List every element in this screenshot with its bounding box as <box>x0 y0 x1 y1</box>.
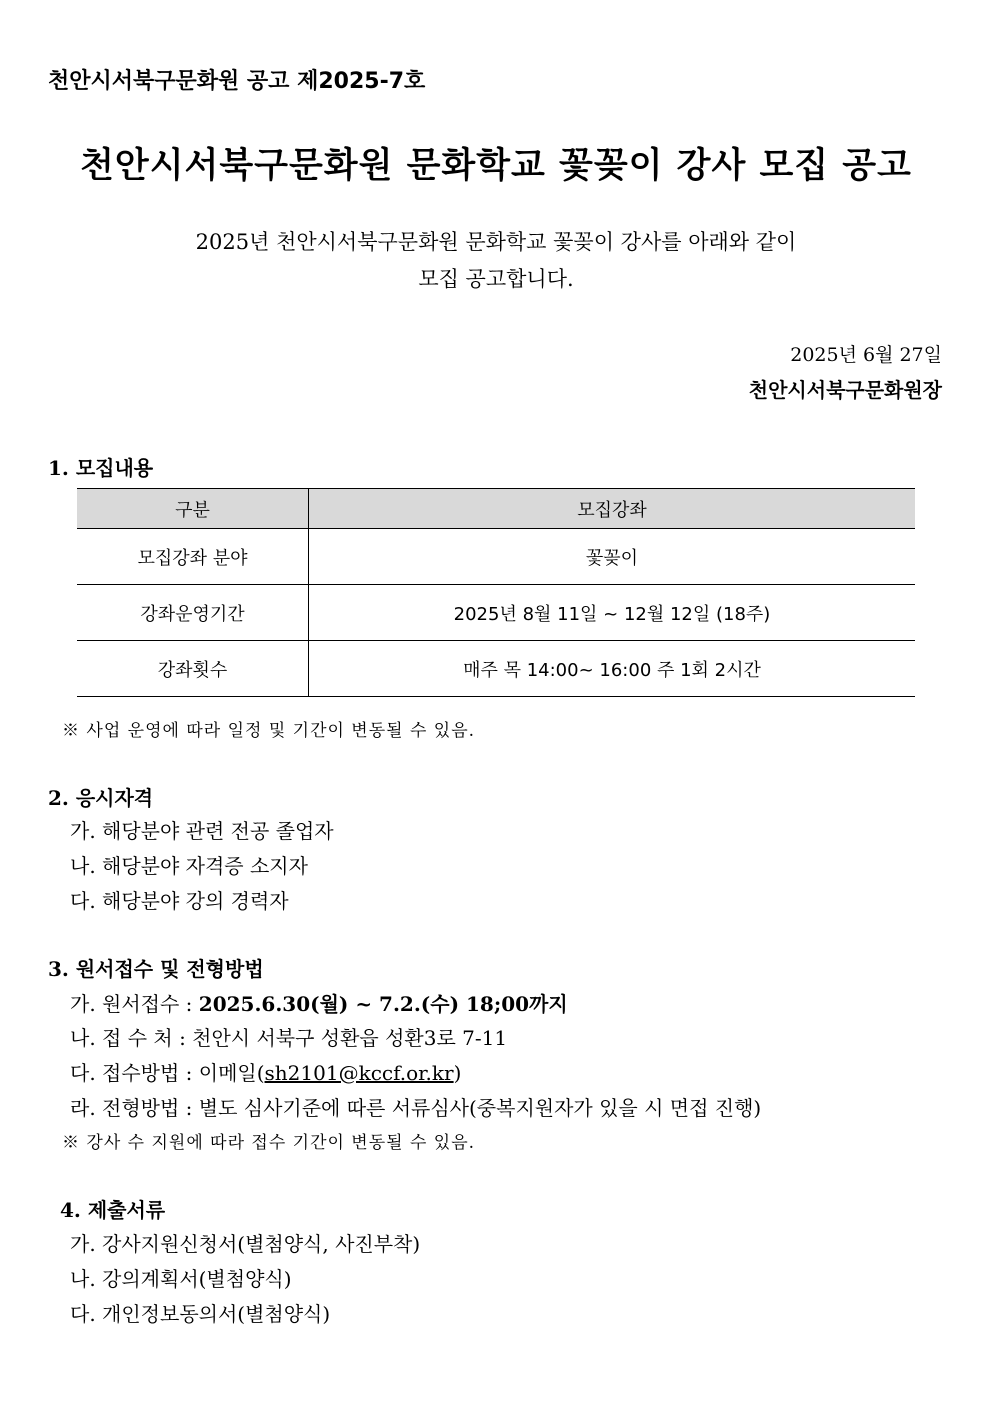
list-item: 다. 개인정보동의서(별첨양식) <box>70 1302 331 1326</box>
table-row <box>77 529 915 585</box>
intro-text <box>0 224 992 298</box>
application-period-label: 가. 원서접수 : <box>70 992 199 1016</box>
section-1-note: ※ 사업 운영에 따라 일정 및 기간이 변동될 수 있음. <box>62 721 476 741</box>
intro-line-1: 2025년 천안시서북구문화원 문화학교 꽃꽂이 강사를 아래와 같이 <box>195 230 797 254</box>
list-item <box>70 1057 461 1086</box>
table-cell: 꽃꽂이 <box>309 529 916 585</box>
page-title: 천안시서북구문화원 문화학교 꽃꽂이 강사 모집 공고 <box>80 146 912 186</box>
list-item: 가. 해당분야 관련 전공 졸업자 <box>70 819 334 843</box>
list-item: 다. 해당분야 강의 경력자 <box>70 889 289 913</box>
list-item <box>70 988 568 1017</box>
table-cell: 모집강좌 분야 <box>77 529 309 585</box>
submission-method-close: ) <box>453 1061 462 1085</box>
table-header-cell: 모집강좌 <box>309 489 916 529</box>
notice-date: 2025년 6월 27일 <box>790 344 942 366</box>
recruitment-table <box>77 488 915 697</box>
section-3-title: 3. 원서접수 및 전형방법 <box>48 957 264 981</box>
notice-number: 천안시서북구문화원 공고 제2025-7호 <box>48 69 426 94</box>
section-3-note: ※ 강사 수 지원에 따라 접수 기간이 변동될 수 있음. <box>62 1133 476 1153</box>
table-cell: 2025년 8월 11일 ~ 12월 12일 (18주) <box>309 585 916 641</box>
table-cell: 매주 목 14:00~ 16:00 주 1회 2시간 <box>309 641 916 697</box>
list-item: 나. 해당분야 자격증 소지자 <box>70 854 308 878</box>
list-item: 나. 접 수 처 : 천안시 서북구 성환읍 성환3로 7-11 <box>70 1026 508 1050</box>
list-item: 나. 강의계획서(별첨양식) <box>70 1267 292 1291</box>
application-period-value: 2025.6.30(월) ~ 7.2.(수) 18;00까지 <box>198 992 568 1016</box>
intro-line-2: 모집 공고합니다. <box>418 267 574 291</box>
table-cell: 강좌운영기간 <box>77 585 309 641</box>
table-row <box>77 585 915 641</box>
section-4-title: 4. 제출서류 <box>60 1198 166 1222</box>
list-item: 가. 강사지원신청서(별첨양식, 사진부착) <box>70 1232 421 1256</box>
section-1-title: 1. 모집내용 <box>48 456 154 480</box>
section-2-title: 2. 응시자격 <box>48 786 154 810</box>
table-header-cell: 구분 <box>77 489 309 529</box>
table-header-row <box>77 489 915 529</box>
submission-method-label: 다. 접수방법 : 이메일( <box>70 1061 265 1085</box>
issuer-name: 천안시서북구문화원장 <box>748 378 942 402</box>
table-row <box>77 641 915 697</box>
email-link[interactable]: sh2101@kccf.or.kr <box>264 1061 454 1085</box>
list-item: 라. 전형방법 : 별도 심사기준에 따른 서류심사(중복지원자가 있을 시 면접 진행) <box>70 1096 762 1120</box>
table-cell: 강좌횟수 <box>77 641 309 697</box>
